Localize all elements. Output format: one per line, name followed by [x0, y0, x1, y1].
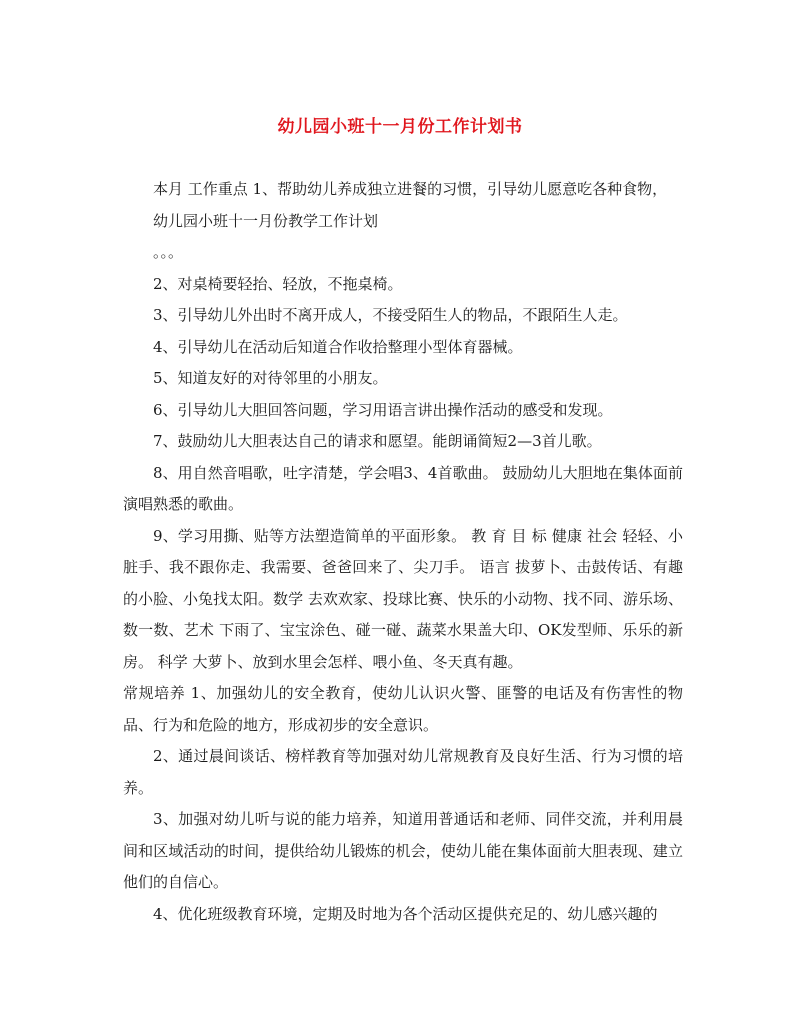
paragraph-item-4: 4、引导幼儿在活动后知道合作收拾整理小型体育器械。 [153, 337, 523, 356]
paragraph-item-9: 9、学习用撕、贴等方法塑造简单的平面形象。 教 育 目 标 健康 社会 轻轻、小脏手、我不跟你走、我需要、爸爸回来了、尖刀手。 语言 拔萝卜、击鼓传话、有趣的小脸、小兔找太阳。数学 去欢欢家、投球比赛、快乐的小动物、找不同、游乐场、数一数、艺术 下雨了、宝宝涂色、碰一碰、蔬菜水果盖大印、OK发型师、乐乐的新房。 科学 大萝卜、放到水里会怎样、喂小鱼、冬天真有趣。 [123, 526, 683, 671]
paragraph-ellipsis: 。。。 [153, 243, 184, 261]
document-body [123, 174, 683, 930]
paragraph-item-2: 2、对桌椅要轻抬、轻放，不拖桌椅。 [153, 274, 403, 293]
paragraph-focus: 本月 工作重点 1、帮助幼儿养成独立进餐的习惯，引导幼儿愿意吃各种食物， [153, 180, 668, 198]
paragraph-routine-2: 2、通过晨间谈话、榜样教育等加强对幼儿常规教育及良好生活、行为习惯的培养。 [123, 747, 683, 797]
paragraph-item-5: 5、知道友好的对待邻里的小朋友。 [153, 369, 388, 387]
paragraph-item-7: 7、鼓励幼儿大胆表达自己的请求和愿望。能朗诵简短2—3首儿歌。 [153, 432, 602, 450]
paragraph-item-6: 6、引导幼儿大胆回答问题，学习用语言讲出操作活动的感受和发现。 [153, 400, 613, 419]
paragraph-routine-4: 4、优化班级教育环境，定期及时地为各个活动区提供充足的、幼儿感兴趣的 [153, 904, 658, 923]
paragraph-item-8: 8、用自然音唱歌，吐字清楚，学会唱3、4首歌曲。 鼓励幼儿大胆地在集体面前演唱熟悉的歌曲。 [123, 463, 683, 513]
paragraph-routine-3: 3、加强对幼儿听与说的能力培养，知道用普通话和老师、同伴交流，并利用晨间和区域活动的时间，提供给幼儿锻炼的机会，使幼儿能在集体面前大胆表现、建立他们的自信心。 [123, 810, 683, 891]
paragraph-routine-1: 常规培养 1、加强幼儿的安全教育，使幼儿认识火警、匪警的电话及有伤害性的物品、行为和危险的地方，形成初步的安全意识。 [123, 684, 683, 734]
document-title: 幼儿园小班十一月份工作计划书 [277, 117, 523, 137]
paragraph-subtitle: 幼儿园小班十一月份教学工作计划 [153, 211, 379, 230]
paragraph-item-3: 3、引导幼儿外出时不离开成人，不接受陌生人的物品，不跟陌生人走。 [153, 306, 628, 324]
